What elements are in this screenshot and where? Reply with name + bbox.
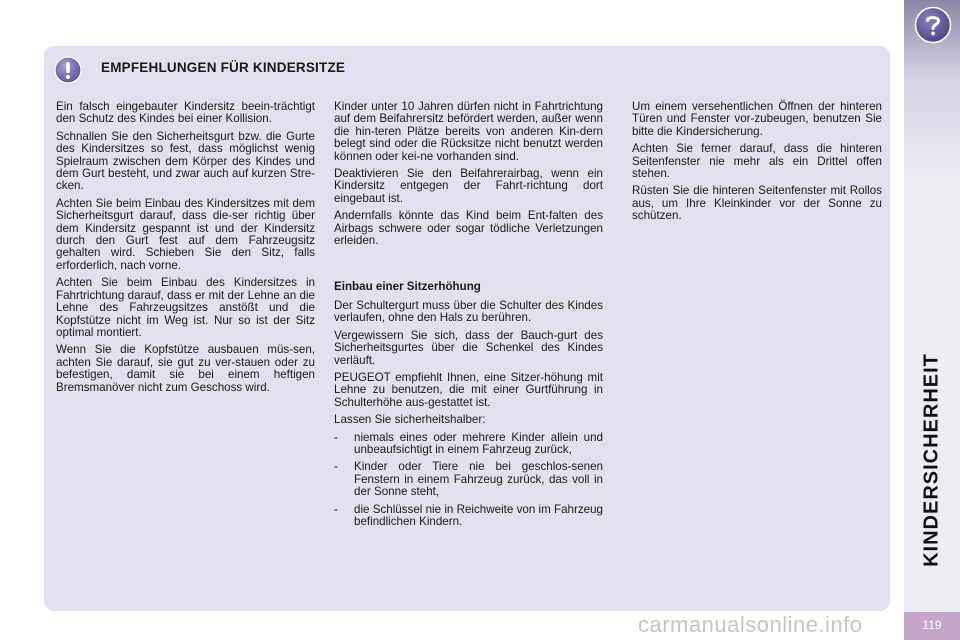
list-item-text: niemals eines oder mehrere Kinder allein und unbeaufsichtigt in einem Fahrzeug zurück, (354, 430, 603, 456)
paragraph: PEUGEOT empfiehlt Ihnen, eine Sitzer-höhung mit Lehne zu benutzen, die mit einer Gurtführung in Schulterhöhe aus-gestattet ist. (334, 370, 603, 409)
list-item-text: die Schlüssel nie in Reichweite von im Fahrzeug befindlichen Kindern. (354, 502, 603, 528)
paragraph: Wenn Sie die Kopfstütze ausbauen müs-sen, achten Sie darauf, sie gut zu ver-stauen oder zu befestigen, damit sie bei einem heftigen Bremsmanöver nicht zum Geschoss wird. (56, 343, 315, 394)
chapter-title-vertical: KINDERSICHERHEIT (920, 353, 943, 567)
page-number: 119 (922, 618, 942, 632)
subheading-booster-seat: Einbau einer Sitzerhöhung (334, 280, 481, 294)
section-title: EMPFEHLUNGEN FÜR KINDERSITZE (101, 60, 346, 75)
bullet-marker: - (334, 502, 338, 516)
watermark: carmanualsonline.info (638, 612, 863, 637)
paragraph: Rüsten Sie die hinteren Seitenfenster mit Rollos aus, um Ihre Kleinkinder vor der Sonne zu schützen. (632, 184, 882, 223)
paragraph: Der Schultergurt muss über die Schulter des Kindes verlaufen, ohne den Hals zu berühren. (334, 298, 603, 325)
paragraph: Achten Sie ferner darauf, dass die hinteren Seitenfenster nie mehr als ein Drittel offen stehen. (632, 142, 882, 181)
paragraph: Lassen Sie sicherheitshalber: (334, 413, 486, 427)
column-1 (56, 101, 315, 399)
paragraph: Achten Sie beim Einbau des Kindersitzes in Fahrtrichtung darauf, dass er mit der Lehne an die Lehne des Fahrzeugsitzes anstößt und die Kopfstütze nicht im Weg ist. Nur so ist der Sitz optimal montiert. (56, 276, 315, 339)
paragraph: Ein falsch eingebauter Kindersitz beein-trächtigt den Schutz des Kindes bei einer Kollision. (56, 100, 315, 126)
paragraph: Vergewissern Sie sich, dass der Bauch-gurt des Sicherheitsgurtes über die Schenkel des Kindes verläuft. (334, 328, 603, 367)
exclamation-circle-icon (54, 56, 82, 84)
question-mark-icon (914, 6, 952, 44)
list-item-text: Kinder oder Tiere nie bei geschlos-senen Fenstern in einem Fahrzeug zurück, das voll in der Sonne steht, (354, 460, 603, 499)
paragraph: Achten Sie beim Einbau des Kindersitzes mit dem Sicherheitsgurt darauf, dass die-ser richtig über dem Kindersitz gespannt ist und der Kindersitz durch den Gurt fest auf dem Fahrzeugsitz gehalten wird. Schieben Sie den Sitz, falls erforderlich, nach vorne. (56, 196, 315, 272)
bullet-marker: - (334, 430, 338, 444)
paragraph: Deaktivieren Sie den Beifahrerairbag, wenn ein Kindersitz entgegen der Fahrt-richtung dort eingebaut ist. (334, 167, 603, 205)
paragraph: Schnallen Sie den Sicherheitsgurt bzw. die Gurte des Kindersitzes so fest, dass möglichst wenig Spielraum zwischen dem Körper des Kindes und dem Gurt besteht, und zwar auch auf kurzen Stre-cken. (56, 129, 315, 193)
list-item (334, 432, 603, 457)
column-2 (334, 101, 603, 533)
paragraph: Um einem versehentlichen Öffnen der hinteren Türen und Fenster vor-zubeugen, benutzen Sie bitte die Kindersicherung. (632, 100, 882, 138)
column-3 (632, 101, 882, 228)
paragraph: Andernfalls könnte das Kind beim Ent-falten des Airbags schwere oder sogar tödliche Verletzungen erleiden. (334, 209, 603, 248)
bullet-marker: - (334, 460, 338, 474)
list-item (334, 504, 603, 529)
list-item (334, 461, 603, 498)
paragraph: Kinder unter 10 Jahren dürfen nicht in Fahrtrichtung auf dem Beifahrersitz befördert werden, außer wenn die hin-teren Plätze bereits von anderen Kin-dern belegt sind oder die Rücksitze nicht benutzt werden können oder kei-ne vorhanden sind. (334, 100, 603, 163)
